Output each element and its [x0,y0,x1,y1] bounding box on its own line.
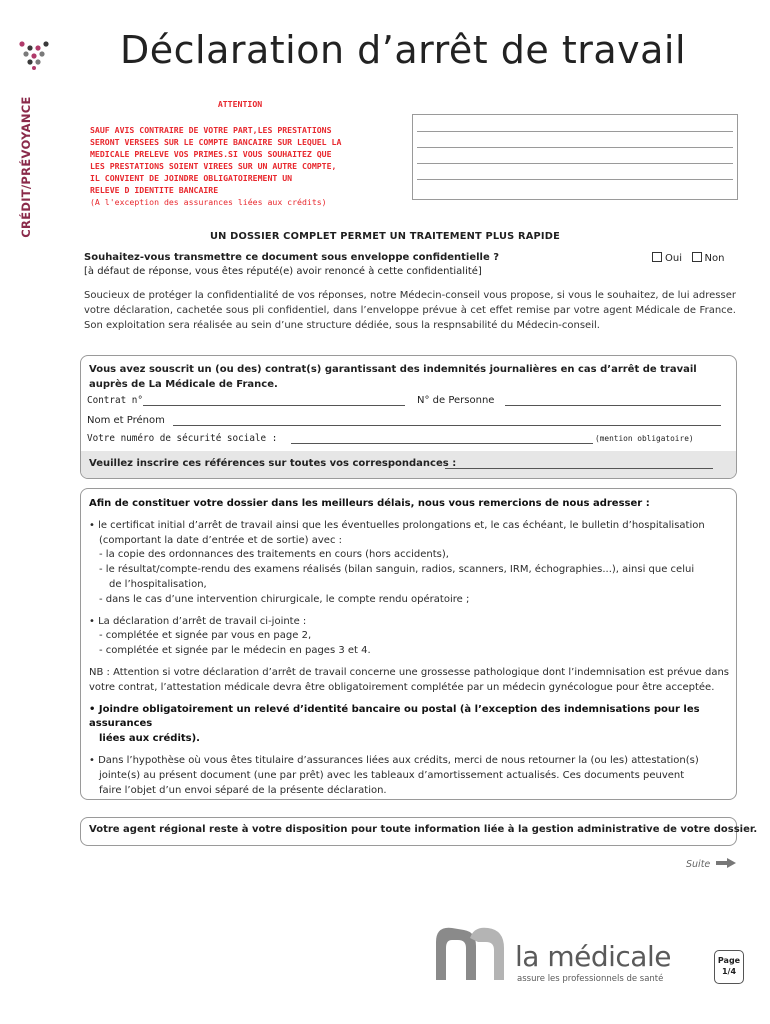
brand-name: la médicale [515,940,671,973]
stamp-line [417,131,733,132]
page-number: 1/4 [721,967,737,976]
checkbox-icon [692,252,702,262]
agent-note-box [80,817,758,846]
agent-note: Votre agent régional reste à votre disposition pour toute information liée à la gestion administrative de votre dossier. [89,824,758,835]
list-item: • Dans l’hypothèse où vous êtes titulaire d’assurances liées aux crédits, merci de nous retourner la (ou les) attestation(s) [89,754,699,766]
attention-line: MEDICALE PRELEVE VOS PRIMES.SI VOUS SOUHAITEZ QUE [90,149,332,159]
nom-label: Nom et Prénom [87,415,165,426]
nom-input[interactable] [173,425,721,426]
confidential-question: Souhaitez-vous transmettre ce document sous enveloppe confidentielle ? [84,252,500,263]
attention-notice [90,98,390,208]
list-item-cont: (comportant la date d’entrée et de sortie) avec : [99,534,342,546]
list-item: • le certificat initial d’arrêt de travail ainsi que les éventuelles prolongations et, le cas échéant, le bulletin d’hospitalisation [89,519,705,531]
page-label: Page [717,956,741,965]
page-indicator [714,950,744,984]
references-label: Veuillez inscrire ces références sur toutes vos correspondances : [89,458,457,469]
brand-dots-icon [18,40,50,70]
non-checkbox[interactable]: Non [692,253,725,264]
list-subitem: - complétée et signée par le médecin en pages 3 et 4. [99,645,371,657]
contrat-input[interactable] [143,405,405,406]
personne-label: N° de Personne [417,395,495,406]
attention-line: SAUF AVIS CONTRAIRE DE VOTRE PART,LES PRESTATIONS [90,125,332,135]
list-item-cont: liées aux crédits). [99,733,200,745]
secu-input[interactable] [291,443,593,444]
references-input[interactable] [445,468,713,469]
side-category-label: CRÉDIT/PRÉVOYANCE [19,96,33,238]
secu-note: (mention obligatoire) [595,434,694,443]
confidential-choices [652,252,724,264]
list-item-cont: faire l’objet d’un envoi séparé de la présente déclaration. [99,784,387,796]
list-subitem: - le résultat/compte-rendu des examens réalisés (bilan sanguin, radios, scanners, IRM, échographies...), ainsi que celui [99,564,695,576]
list-subitem-cont: de l’hospitalisation, [109,578,207,590]
confidential-default-note: [à défaut de réponse, vous êtes réputé(e) avoir renoncé à cette confidentialité] [84,266,482,277]
attention-line: IL CONVIENT DE JOINDRE OBLIGATOIREMENT UN [90,173,293,183]
secu-label: Votre numéro de sécurité sociale : [87,433,278,444]
la-medicale-logo-icon [430,920,510,984]
references-band [81,451,736,478]
list-subitem: - complétée et signée par vous en page 2, [99,630,312,642]
attention-line: LES PRESTATIONS SOIENT VIREES SUR UN AUTRE COMPTE, [90,161,337,171]
documents-heading: Afin de constituer votre dossier dans les meilleurs délais, nous vous remercions de nous adresser : [89,498,650,509]
oui-checkbox[interactable]: Oui [652,253,682,264]
list-item-cont: jointe(s) au présent document (une par prêt) avec les tableaux d’amortissement actualisés. Ces documents peuvent [99,769,685,781]
arrow-right-icon [716,858,736,868]
brand-tagline: assure les professionnels de santé [517,974,664,984]
checkbox-icon [652,252,662,262]
contract-info-box [80,355,737,479]
next-page-indicator[interactable]: Suite [686,858,736,870]
list-item: • La déclaration d’arrêt de travail ci-jointe : [89,615,307,627]
intro-paragraph: Soucieux de protéger la confidentialité de vos réponses, notre Médecin-conseil vous propose, si vous le souhaitez, de lui adresser votre déclaration, cachetée sous pli confidentiel, dans l’enveloppe prévue à cet effet remise par votre agent Médicale de France. Son exploitation sera réalisée au sein d’une structure dédiée, sous la respnsabilité du Médecin-conseil. [84,290,736,331]
attention-line: SERONT VERSEES SUR LE COMPTE BANCAIRE SUR LEQUEL LA [90,137,342,147]
contract-box-heading: Vous avez souscrit un (ou des) contrat(s) garantissant des indemnités journalières en cas d’arrêt de travail auprès de La Médicale de France. [89,364,697,390]
list-item: • Joindre obligatoirement un relevé d’identité bancaire ou postal (à l’exception des indemnisations pour les assurances [89,703,700,730]
personne-input[interactable] [505,405,721,406]
required-documents-box [80,488,737,800]
attention-line: RELEVE D IDENTITE BANCAIRE [90,185,219,195]
contrat-label: Contrat n° [87,395,143,406]
attention-note: (A l'exception des assurances liées aux crédits) [90,197,327,207]
attention-heading: ATTENTION [217,99,263,109]
agent-stamp-box[interactable] [412,114,738,200]
stamp-line [417,163,733,164]
stamp-line [417,147,733,148]
list-subitem: - la copie des ordonnances des traitements en cours (hors accidents), [99,549,449,561]
list-subitem: - dans le cas d’une intervention chirurgicale, le compte rendu opératoire ; [99,593,470,605]
section-headline: UN DOSSIER COMPLET PERMET UN TRAITEMENT PLUS RAPIDE [209,231,560,242]
stamp-line [417,179,733,180]
nb-note: NB : Attention si votre déclaration d’arrêt de travail concerne une grossesse pathologique dont l’indemnisation est prévue dans votre contrat, l’attestation médicale devra être obligatoirement complétée par un médecin gynécologue pour être acceptée. [89,666,729,693]
page-title: Déclaration d’arrêt de travail [120,28,687,72]
